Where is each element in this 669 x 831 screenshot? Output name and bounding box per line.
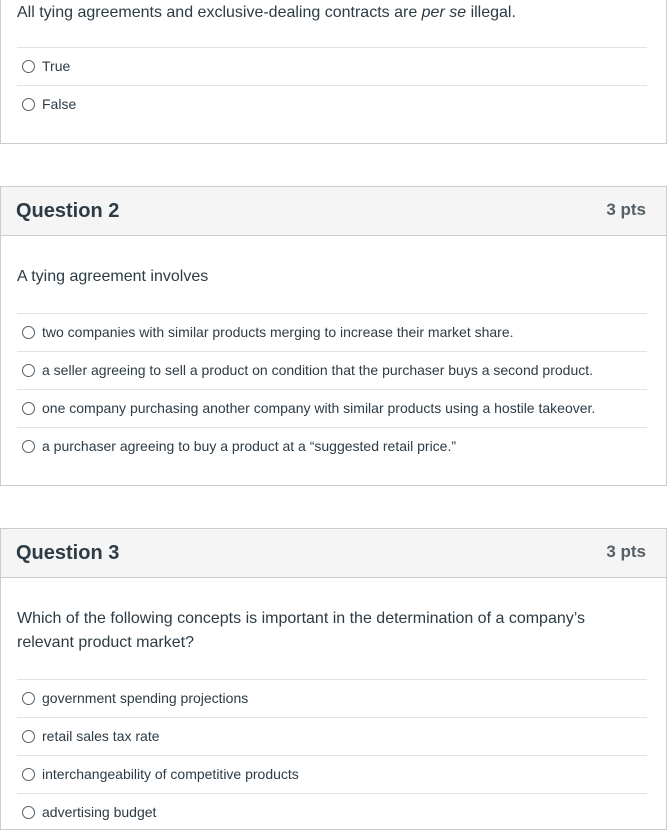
question-1-text-part: All tying agreements and exclusive-dealing contracts are	[17, 4, 422, 21]
question-2	[0, 186, 667, 486]
answer-label[interactable]: interchangeability of competitive products	[42, 766, 299, 782]
question-1-answers	[17, 47, 647, 123]
radio-button[interactable]	[22, 440, 35, 453]
answer-label[interactable]: retail sales tax rate	[42, 728, 160, 744]
radio-button[interactable]	[22, 98, 35, 111]
answer-option[interactable]	[17, 793, 647, 831]
answer-option[interactable]	[17, 679, 647, 717]
answer-option[interactable]	[17, 85, 647, 123]
radio-button[interactable]	[22, 364, 35, 377]
radio-button[interactable]	[22, 692, 35, 705]
question-3-header	[1, 529, 666, 578]
radio-button[interactable]	[22, 326, 35, 339]
question-2-header	[1, 187, 666, 236]
radio-button[interactable]	[22, 730, 35, 743]
question-1-text-emphasis: per se	[421, 4, 467, 21]
question-3-text: Which of the following concepts is important in the determination of a company’s relevant product market?	[17, 610, 585, 651]
question-3	[0, 528, 667, 830]
question-title: Question 2	[16, 200, 120, 222]
answer-option[interactable]	[17, 351, 647, 389]
answer-option[interactable]	[17, 755, 647, 793]
question-points: 3 pts	[606, 542, 646, 561]
question-title: Question 3	[16, 542, 120, 564]
answer-label[interactable]: False	[42, 96, 77, 112]
question-1-text-part: illegal.	[466, 4, 516, 21]
radio-button[interactable]	[22, 60, 35, 73]
question-1-text	[17, 1, 627, 25]
answer-label[interactable]: government spending projections	[42, 690, 249, 706]
question-points: 3 pts	[606, 200, 646, 219]
radio-button[interactable]	[22, 806, 35, 819]
question-2-answers	[17, 313, 647, 465]
answer-option[interactable]	[17, 47, 647, 85]
question-3-answers	[17, 679, 647, 831]
answer-label[interactable]: True	[42, 58, 71, 74]
answer-option[interactable]	[17, 389, 647, 427]
answer-option[interactable]	[17, 427, 647, 465]
radio-button[interactable]	[22, 402, 35, 415]
question-2-text: A tying agreement involves	[17, 268, 209, 285]
answer-label[interactable]: one company purchasing another company with similar products using a hostile takeover.	[42, 400, 596, 416]
question-1	[0, 0, 667, 144]
answer-label[interactable]: a seller agreeing to sell a product on condition that the purchaser buys a second product.	[42, 362, 594, 378]
answer-label[interactable]: a purchaser agreeing to buy a product at a “suggested retail price.”	[42, 438, 457, 454]
answer-option[interactable]	[17, 313, 647, 351]
answer-label[interactable]: two companies with similar products merging to increase their market share.	[42, 324, 514, 340]
answer-option[interactable]	[17, 717, 647, 755]
answer-label[interactable]: advertising budget	[42, 804, 157, 820]
radio-button[interactable]	[22, 768, 35, 781]
